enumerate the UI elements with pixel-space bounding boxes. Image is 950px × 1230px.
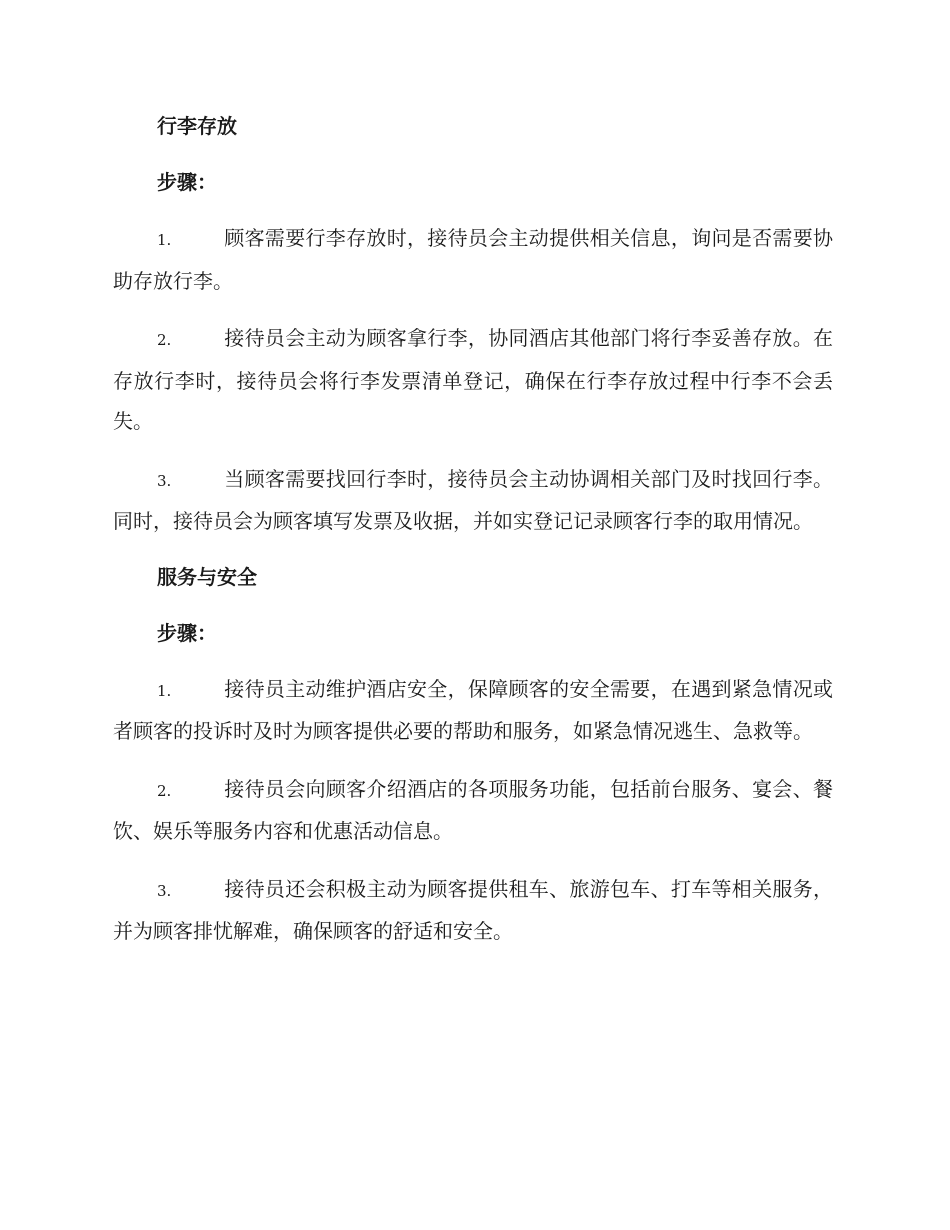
- step-text: 当顾客需要找回行李时，接待员会主动协调相关部门及时找回行李。同时，接待员会为顾客填写发票及收据，并如实登记记录顾客行李的取用情况。: [113, 466, 833, 533]
- section-luggage-storage: [113, 108, 833, 542]
- step-item: [113, 869, 833, 952]
- step-number: 2.: [157, 331, 172, 349]
- step-number: 2.: [157, 781, 172, 800]
- step-text: 接待员还会积极主动为顾客提供租车、旅游包车、打车等相关服务，并为顾客排忧解难，确保顾客的舒适和安全。: [113, 876, 833, 943]
- step-number: 1.: [157, 681, 172, 700]
- step-item: [113, 669, 833, 752]
- step-item: [113, 318, 833, 442]
- step-text: 顾客需要行李存放时，接待员会主动提供相关信息，询问是否需要协助存放行李。: [113, 226, 833, 293]
- step-number: 1.: [157, 231, 172, 249]
- step-number: 3.: [157, 471, 172, 490]
- steps-label: 步骤：: [157, 620, 217, 645]
- step-text: 接待员会主动为顾客拿行李，协同酒店其他部门将行李妥善存放。在存放行李时，接待员会将行李发票清单登记，确保在行李存放过程中行李不会丢失。: [113, 326, 833, 433]
- step-item: [113, 769, 833, 852]
- step-text: 接待员主动维护酒店安全，保障顾客的安全需要，在遇到紧急情况或者顾客的投诉时及时为顾客提供必要的帮助和服务，如紧急情况逃生、急救等。: [113, 676, 833, 743]
- section-heading: 服务与安全: [157, 564, 257, 589]
- step-item: [113, 218, 833, 301]
- document-body: [113, 108, 833, 969]
- step-item: [113, 459, 833, 542]
- step-number: 3.: [157, 881, 172, 900]
- section-service-safety: [113, 559, 833, 952]
- steps-label: 步骤：: [157, 170, 217, 194]
- step-text: 接待员会向顾客介绍酒店的各项服务功能，包括前台服务、宴会、餐饮、娱乐等服务内容和优惠活动信息。: [113, 776, 833, 843]
- section-heading: 行李存放: [157, 114, 237, 138]
